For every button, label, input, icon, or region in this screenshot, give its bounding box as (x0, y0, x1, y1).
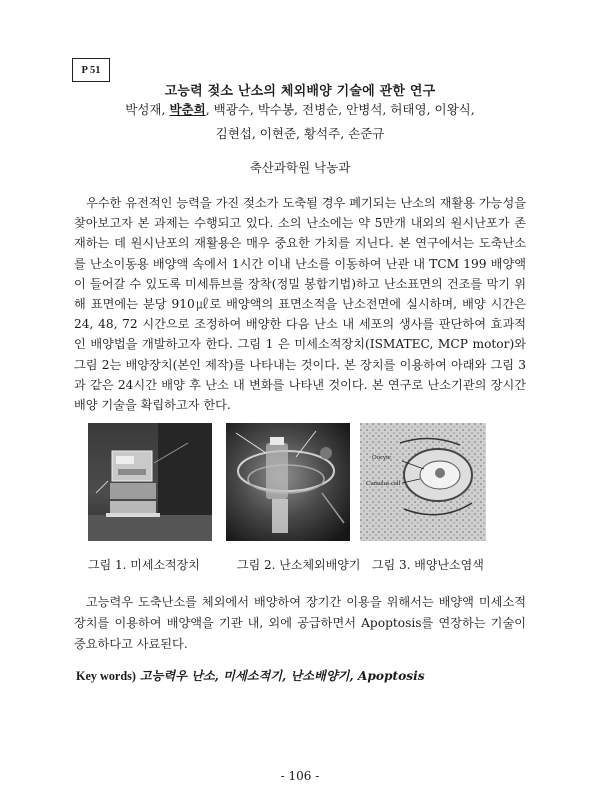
presenting-author: 박춘희 (169, 102, 206, 117)
affiliation: 축산과학원 낙농과 (249, 160, 351, 175)
authors-line2: 김현섭, 이현준, 황석주, 손준규 (215, 126, 385, 141)
keywords (76, 667, 526, 684)
figure-1-photo (88, 423, 212, 541)
paper-title: 고능력 젖소 난소의 체외배양 기술에 관한 연구 (164, 84, 436, 99)
keywords-list: 고능력우 난소, 미세소적기, 난소배양기, Apoptosis (139, 669, 425, 683)
figure-3-label-cumulus: Cumulus cell (366, 480, 401, 487)
figure-3-caption: 그림 3. 배양난소염색 (372, 558, 484, 572)
author-list (80, 98, 520, 146)
poster-id-box: P 51 (72, 58, 110, 82)
page-number: - 106 - (280, 769, 320, 783)
abstract-body: 우수한 유전적인 능력을 가진 젖소가 도축될 경우 폐기되는 난소의 재활용 가능성을 찾아보고자 본 과제는 수행되고 있다. 소의 난소에는 약 5만개 내외의 원시난포가 존재하는 데 원시난포의 재활용은 매우 중요한 가치를 지닌다. 본 연구에서는 도축난소를 난소이동용 배양액 속에서 1시간 이내 난소를 이동하여 난관 내 TCM 199 배양액이 들어갈 수 있도록 미세튜브를 장착(정밀 봉합기법)하고 난소표면의 건조를 막기 위해 표면에는 분당 910㎕로 배양액의 표면소적을 난소전면에 실시하며, 배양 시간은 24, 48, 72 시간으로 조정하여 배양한 다음 난소 내 세포의 생사를 판단하여 효과적인 배양법을 개발하고자 한다. 그림 1 은 미세소적장치(ISMATEC, MCP motor)와 그림 2는 배양장치(본인 제작)를 나타내는 것이다. 본 장치를 이용하여 아래와 그림 3과 같은 24시간 배양 후 난소 내 변화를 나타낸 것이다. 본 연구로 난소기관의 장시간 배양 기술을 확립하고자 한다. (74, 196, 526, 413)
keywords-label: Key words) (76, 669, 136, 683)
figure-3-micrograph (360, 423, 486, 541)
figure-1-caption: 그림 1. 미세소적장치 (88, 558, 200, 572)
figure-3-label-oocyte: Oocyte (372, 454, 391, 461)
figure-2-caption: 그림 2. 난소체외배양기 (237, 558, 361, 572)
authors-line1-after: , 백광수, 박수봉, 전병순, 안병석, 허태영, 이왕식, (205, 102, 475, 117)
authors-line1-before: 박성재, (125, 102, 170, 117)
conclusion-body: 고능력우 도축난소를 체외에서 배양하여 장기간 이용을 위해서는 배양액 미세소적장치를 이용하여 배양액을 기관 내, 외에 공급하면서 Apoptosis를 연장하는 기술이 중요하다고 사료된다. (74, 595, 526, 651)
figure-2-photo (226, 423, 350, 541)
